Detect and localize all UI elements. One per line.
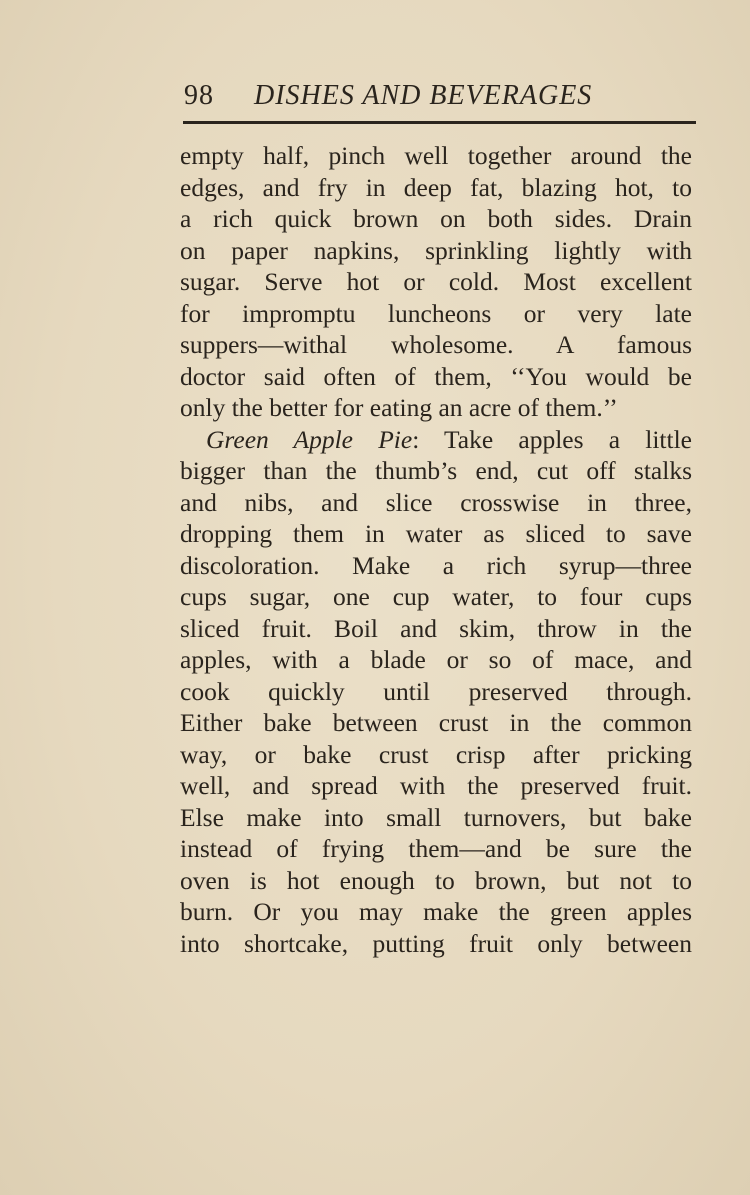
text-line: Either bake between crust in the common: [180, 708, 692, 737]
text-line: bigger than the thumb’s end, cut off stalks: [180, 456, 692, 485]
text-line: Else make into small turnovers, but bake: [180, 802, 692, 832]
text-line: discoloration. Make a rich syrup—three: [180, 550, 692, 580]
text-line: dropping them in water as sliced to save: [180, 519, 692, 548]
text-line: and nibs, and slice crosswise in three,: [180, 487, 692, 517]
paragraph-lead-line: [180, 424, 692, 456]
text-line: apples, with a blade or so of mace, and: [180, 645, 692, 674]
recipe-lead-text: : Take apples a little: [412, 424, 693, 454]
running-head: DISHES AND BEVERAGES: [254, 80, 593, 111]
text-line: suppers—withal wholesome. A famous: [180, 330, 692, 359]
text-line: sliced fruit. Boil and skim, throw in the: [180, 613, 692, 643]
recipe-title: Green Apple Pie: [206, 424, 413, 454]
text-line: into shortcake, putting fruit only between: [180, 928, 692, 958]
text-line: for impromptu luncheons or very late: [180, 298, 692, 328]
body-text: [180, 140, 692, 959]
text-line: only the better for eating an acre of them.’’: [180, 393, 618, 422]
text-line: cups sugar, one cup water, to four cups: [180, 582, 692, 611]
text-line: doctor said often of them, ‘‘You would be: [180, 361, 692, 391]
text-line: burn. Or you may make the green apples: [180, 897, 692, 926]
header-rule: [183, 121, 696, 124]
text-line: sugar. Serve hot or cold. Most excellent: [180, 267, 692, 296]
text-line: way, or bake crust crisp after pricking: [180, 739, 692, 769]
text-line: empty half, pinch well together around the: [180, 141, 692, 170]
text-line: oven is hot enough to brown, but not to: [180, 865, 692, 895]
text-line: a rich quick brown on both sides. Drain: [180, 204, 692, 233]
page-number: 98: [184, 80, 214, 111]
text-line: well, and spread with the preserved fruit.: [180, 771, 692, 800]
text-line: on paper napkins, sprinkling lightly with: [180, 235, 692, 265]
page-header: [184, 80, 696, 116]
text-line: instead of frying them—and be sure the: [180, 834, 692, 863]
text-line: edges, and fry in deep fat, blazing hot, to: [180, 172, 692, 202]
text-line: cook quickly until preserved through.: [180, 676, 692, 706]
